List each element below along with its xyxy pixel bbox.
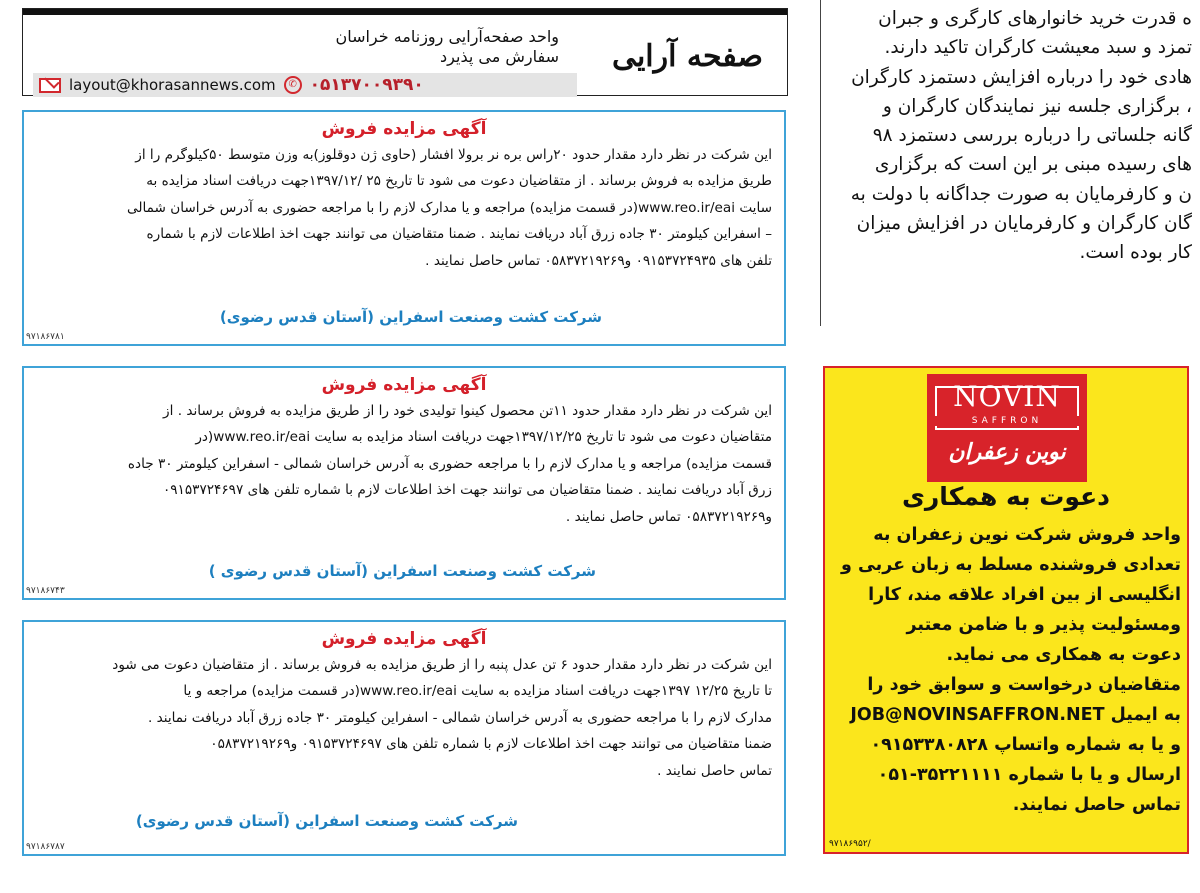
logo-brand-text: NOVIN (953, 380, 1061, 413)
auction-ad-title: آگهی مزایده فروش (321, 119, 487, 139)
article-line: کار بوده است. (1079, 242, 1192, 264)
article-line: ، برگزاری جلسه نیز نمایندگان کارگران و (882, 95, 1192, 117)
auction-ad-line: ضمنا متقاضیان می توانند جهت اخذ اطلاعات لازم با شماره تلفن های ۰۹۱۵۳۷۲۴۶۹۷ و۰۵۸۳۷۲۱۹۲۶۹ (210, 736, 772, 753)
auction-ad-line: – اسفراین کیلومتر ۳۰ جاده زرق آباد دریافت نمایند . ضمنا متقاضیان می توانند جهت اخذ اطلاعات لازم با شماره (146, 226, 772, 243)
article-line: ن و کارفرمایان به صورت جداگانه با دولت به (850, 183, 1192, 205)
article-line: گانه جلساتی را درباره بررسی دستمزد ۹۸ (872, 125, 1192, 147)
auction-ad-lambs (22, 110, 786, 346)
auction-ad-line: و۰۵۸۳۷۲۱۹۲۶۹ تماس حاصل نمایند . (565, 508, 772, 525)
auction-ad-line: تا تاریخ ۱۲/۲۵ ۱۳۹۷جهت دریافت اسناد مزایده به سایت www.reo.ir/eai(در قسمت مزایده) مراجعه و یا (183, 683, 772, 700)
novin-saffron-logo (927, 374, 1087, 482)
saffron-ad-line: انگلیسی از بین افراد علاقه مند، کارا (868, 585, 1181, 605)
auction-ad-line: این شرکت در نظر دارد مقدار حدود ۶ تن عدل پنبه را از طریق مزایده به فروش برساند . از متقاضیان دعوت می شود (112, 657, 772, 673)
auction-ad-line: تلفن های ۰۹۱۵۳۷۲۴۹۳۵ و۰۵۸۳۷۲۱۹۲۶۹ تماس حاصل نمایند . (425, 252, 772, 269)
auction-ad-signature: شرکت کشت وصنعت اسفراین (آستان قدس رضوی) (219, 308, 602, 326)
saffron-ad-line: متقاضیان درخواست و سوابق خود را (867, 675, 1181, 695)
saffron-ad-line: دعوت به همکاری می نماید. (946, 645, 1181, 665)
article-line: های رسیده مبنی بر این است که برگزاری (874, 154, 1192, 176)
phone-icon: ✆ (284, 76, 302, 94)
auction-ad-body (24, 398, 784, 530)
auction-ad-signature: شرکت کشت وصنعت اسفراین (آستان قدس رضوی) (135, 812, 518, 830)
saffron-ad-code: ۹۷۱۸۶۹۵۲/ (829, 839, 871, 849)
auction-ad-line: مدارک لازم را با مراجعه حضوری به آدرس خراسان شمالی - اسفراین کیلومتر ۳۰ جاده زرق آباد دریافت نمایند . (147, 709, 772, 726)
layout-ad-phone: ۰۵۱۳۷۰۰۹۳۹۰ (309, 75, 424, 95)
auction-ad-signature: شرکت کشت وصنعت اسفراین (آستان قدس رضوی ) (208, 562, 596, 580)
auction-ad-code: ۹۷۱۸۶۷۸۷ (26, 842, 65, 852)
auction-ad-line: این شرکت در نظر دارد مقدار حدود ۱۱تن محصول کینوا تولیدی خود را از طریق مزایده به فروش برساند . از (163, 403, 772, 419)
saffron-ad-line: تعدادی فروشنده مسلط به زبان عربی و (840, 555, 1181, 575)
saffron-ad-email-line[interactable]: به ایمیل JOB@NOVINSAFFRON.NET (850, 705, 1181, 725)
logo-sub-text: SAFFRON (927, 416, 1087, 426)
auction-ad-line: سایت www.reo.ir/eai(در قسمت مزایده) مراجعه و یا مدارک لازم را با مراجعه حضوری به آدرس خراسان شمالی (127, 199, 772, 216)
layout-ad-line-1: واحد صفحه‌آرایی روزنامه خراسان (335, 27, 559, 46)
auction-ad-line: تماس حاصل نمایند . (657, 762, 772, 779)
auction-ad-code: ۹۷۱۸۶۷۴۳ (26, 586, 65, 596)
article-line: ه قدرت خرید خانوارهای کارگری و جبران (878, 8, 1192, 29)
layout-ad-contact-bar (33, 73, 577, 97)
auction-ad-cotton (22, 620, 786, 856)
layout-ad-email[interactable]: layout@khorasannews.com (69, 76, 276, 94)
news-article-excerpt (824, 4, 1192, 328)
layout-ad-title: صفحه آرایی (611, 39, 763, 74)
novin-saffron-ad (823, 366, 1189, 854)
saffron-ad-body (829, 520, 1181, 820)
saffron-ad-line: ارسال و یا با شماره ۳۵۲۲۱۱۱۱-۰۵۱ (877, 765, 1181, 785)
auction-ad-line: زرق آباد دریافت نمایند . ضمنا متقاضیان می توانند جهت اخذ اطلاعات لازم با شماره تلفن های ۰۹۱۵۳۷۲۴۶۹۷ (162, 482, 772, 499)
saffron-ad-line: واحد فروش شرکت نوین زعفران به (873, 525, 1181, 545)
saffron-ad-line: و یا به شماره واتساپ ۰۹۱۵۳۳۸۰۸۲۸ (870, 735, 1181, 755)
auction-ad-quinoa (22, 366, 786, 600)
envelope-icon (39, 78, 61, 93)
auction-ad-line: قسمت مزایده) مراجعه و یا مدارک لازم را با مراجعه حضوری به آدرس خراسان شمالی - اسفراین کیلومتر ۳۰ جاده (127, 455, 772, 472)
article-line: هادی خود را درباره افزایش دستمزد کارگران (851, 66, 1192, 88)
auction-ad-body (24, 142, 784, 274)
saffron-ad-line: تماس حاصل نمایند. (1012, 795, 1181, 815)
auction-ad-line: طریق مزایده به فروش برساند . از متقاضیان دعوت می شود تا تاریخ ۲۵ /۱۳۹۷/۱۲جهت دریافت اسناد مزایده به (146, 173, 772, 190)
layout-service-ad (22, 8, 788, 96)
auction-ad-title: آگهی مزایده فروش (321, 375, 487, 395)
saffron-ad-heading: دعوت به همکاری (902, 482, 1110, 511)
auction-ad-line: متقاضیان دعوت می شود تا تاریخ ۱۳۹۷/۱۲/۲۵جهت دریافت اسناد مزایده به سایت www.reo.ir/eai(در (195, 429, 772, 446)
header-top-bar (23, 9, 787, 15)
auction-ad-line: این شرکت در نظر دارد مقدار حدود ۲۰راس بره نر برولا افشار (حاوی ژن دوقلوز)به وزن متوسط ۵۰کیلوگرم را از (135, 147, 772, 163)
column-divider (820, 0, 821, 326)
auction-ad-body (24, 652, 784, 784)
logo-persian-text: نوین زعفران (948, 440, 1066, 465)
article-line: گان کارگران و کارفرمایان در افزایش میزان (856, 213, 1192, 235)
auction-ad-code: ۹۷۱۸۶۷۸۱ (26, 332, 65, 342)
layout-ad-line-2: سفارش می پذیرد (440, 47, 559, 66)
saffron-ad-line: ومسئولیت پذیر و با ضامن معتبر (906, 615, 1181, 635)
auction-ad-title: آگهی مزایده فروش (321, 629, 487, 649)
article-line: تمزد و سبد معیشت کارگران تاکید دارند. (884, 37, 1192, 59)
